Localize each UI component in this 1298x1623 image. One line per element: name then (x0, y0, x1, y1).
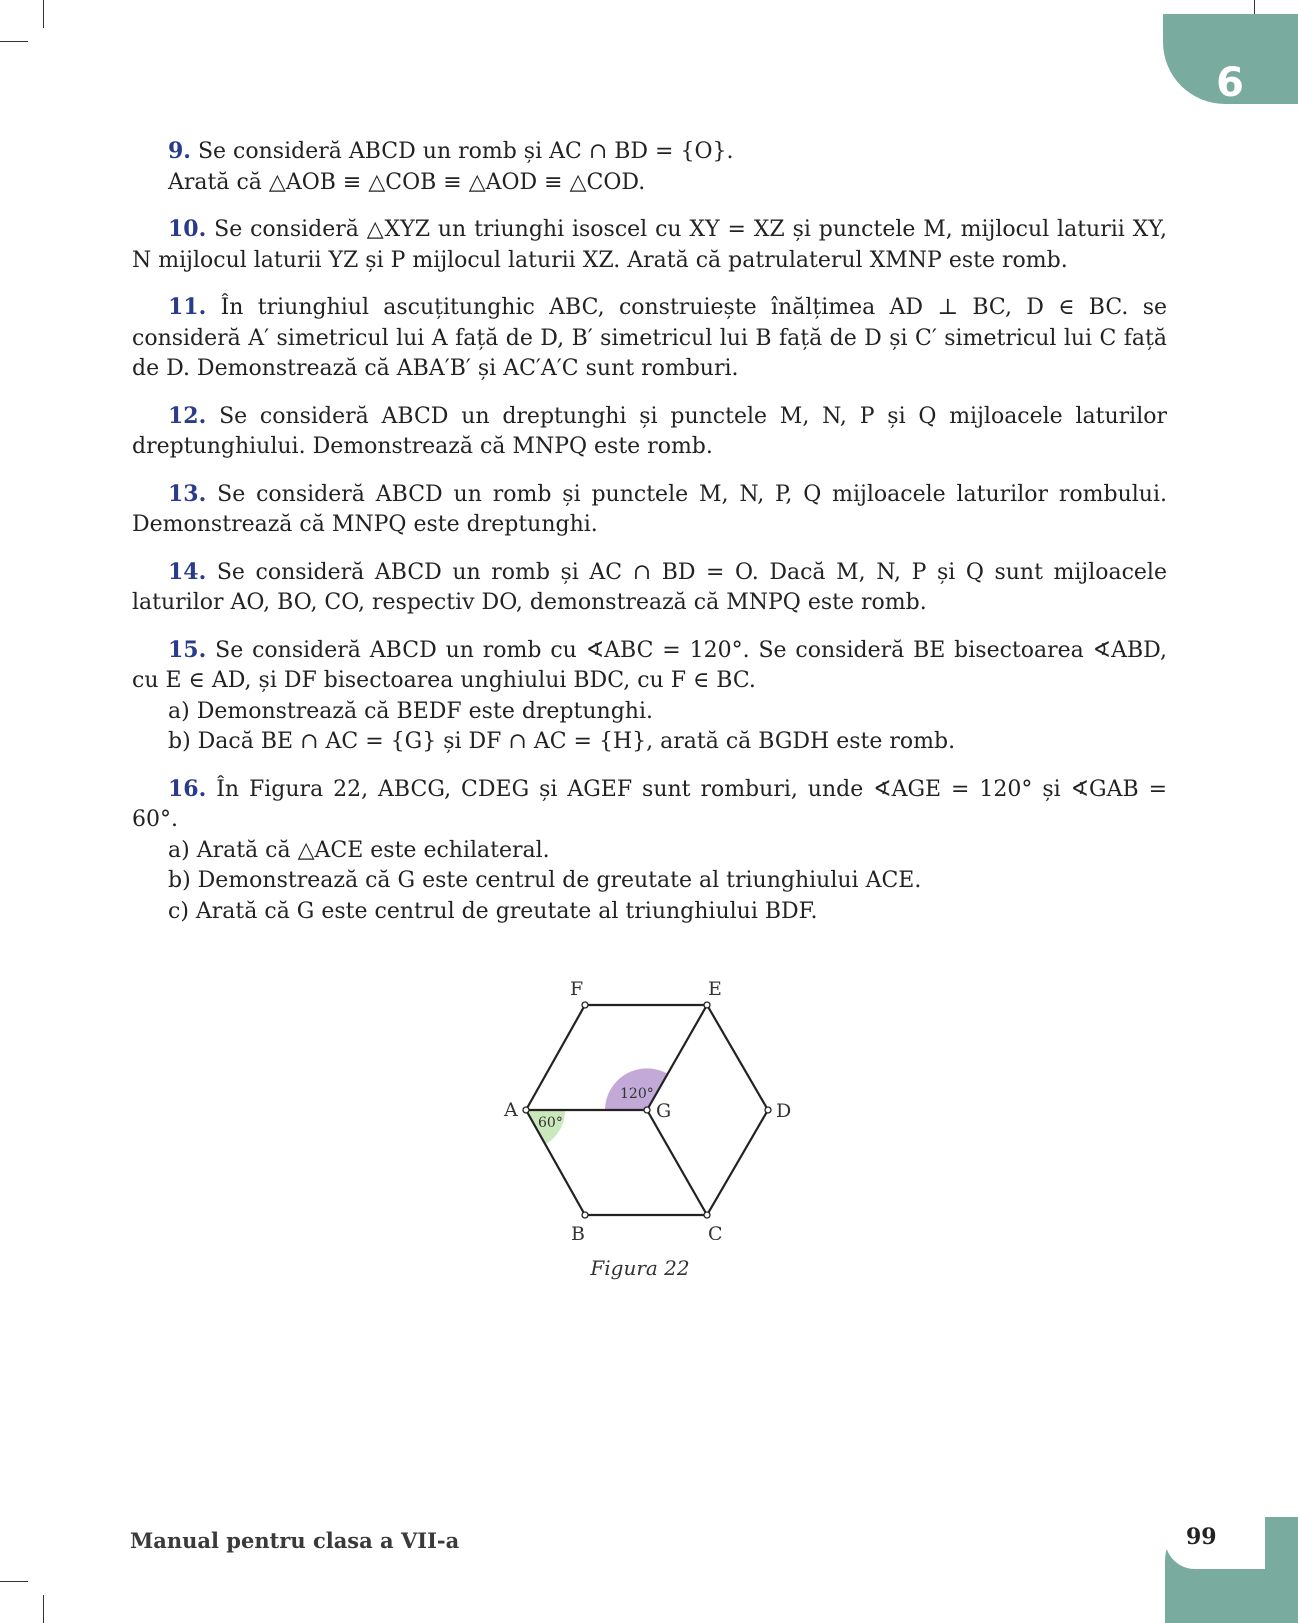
exercise-text: Se consideră ABCD un dreptunghi și punctele M, N, P și Q mijloacele laturilor dreptunghiului. Demonstrează că MNPQ este romb. (132, 403, 1167, 459)
vertex-g (644, 1107, 650, 1113)
exercise-subitem: c) Arată că G este centrul de greutate al triunghiului BDF. (168, 898, 818, 924)
vertex-b (582, 1212, 588, 1218)
exercise-text: Se consideră ABCD un romb cu ∢ABC = 120°. Se consideră BE bisectoarea ∢ABD, cu E ∈ AD, și DF bisectoarea unghiului BDC, cu F ∈ BC. (132, 637, 1167, 693)
crop-mark (43, 0, 44, 28)
exercise-number: 16. (168, 775, 207, 802)
page-number: 99 (1186, 1524, 1217, 1550)
exercise-14 (132, 557, 1167, 619)
exercise-text: În triunghiul ascuțitunghic ABC, construiește înălțimea AD ⊥ BC, D ∈ BC. se consideră A′ simetricul lui A față de D, B′ simetricul lui B față de D și C′ simetricul lui C față de D. Demonstrează că ABA′B′ și AC′A′C sunt romburi. (132, 295, 1167, 381)
vertex-a (523, 1107, 529, 1113)
exercise-subitem: b) Demonstrează că G este centrul de greutate al triunghiului ACE. (168, 868, 922, 893)
hexagon-diagram (490, 970, 810, 1240)
vertex-c (704, 1212, 710, 1218)
label-f: F (570, 978, 584, 1000)
exercise-number: 15. (168, 636, 207, 663)
label-d: D (776, 1100, 792, 1122)
crop-mark (0, 41, 28, 42)
exercise-number: 13. (168, 480, 207, 507)
exercise-list (132, 136, 1167, 943)
label-c: C (708, 1223, 723, 1240)
exercise-number: 10. (168, 216, 207, 242)
figure-22 (490, 970, 810, 1290)
label-a: A (504, 1099, 518, 1121)
angle-120-label: 120° (620, 1086, 654, 1102)
exercise-10 (132, 214, 1167, 276)
segment-gc (647, 1110, 707, 1215)
exercise-text: Arată că △AOB ≡ △COB ≡ △AOD ≡ △COD. (168, 169, 646, 195)
figure-caption: Figura 22 (590, 1256, 690, 1280)
exercise-text: Se consideră △XYZ un triunghi isoscel cu XY = XZ și punctele M, mijlocul laturii XY, N mijlocul laturii YZ și P mijlocul laturii XZ. Arată că patrulaterul XMNP este romb. (132, 217, 1168, 273)
vertex-f (582, 1002, 588, 1008)
exercise-number: 9. (168, 138, 191, 164)
crop-mark (43, 1595, 44, 1623)
exercise-12 (132, 401, 1167, 463)
label-g: G (656, 1100, 672, 1122)
exercise-subitem: b) Dacă BE ∩ AC = {G} și DF ∩ AC = {H}, arată că BGDH este romb. (168, 729, 956, 754)
exercise-number: 12. (168, 402, 207, 429)
exercise-text: În Figura 22, ABCG, CDEG și AGEF sunt romburi, unde ∢AGE = 120° și ∢GAB = 60°. (132, 776, 1167, 832)
vertex-d (765, 1107, 771, 1113)
exercise-16 (132, 774, 1167, 928)
exercise-15 (132, 635, 1167, 758)
exercise-text: Se consideră ABCD un romb și AC ∩ BD = {O}. (197, 139, 734, 164)
footer-title: Manual pentru clasa a VII-a (130, 1528, 460, 1553)
chapter-number: 6 (1216, 60, 1244, 106)
label-e: E (708, 978, 722, 1000)
exercise-text: Se consideră ABCD un romb și AC ∩ BD = O. Dacă M, N, P și Q sunt mijloacele laturilor AO, BO, CO, respectiv DO, demonstrează că MNPQ este romb. (132, 559, 1167, 615)
exercise-subitem: a) Demonstrează că BEDF este dreptunghi. (168, 698, 653, 724)
exercise-9 (132, 136, 1167, 198)
crop-mark (0, 1581, 28, 1582)
segment-ge (647, 1005, 707, 1110)
label-b: B (571, 1223, 585, 1240)
exercise-number: 11. (168, 294, 207, 320)
exercise-13 (132, 479, 1167, 541)
vertex-e (704, 1002, 710, 1008)
exercise-number: 14. (168, 558, 207, 585)
angle-60-label: 60° (538, 1115, 563, 1131)
exercise-text: Se consideră ABCD un romb și punctele M, N, P, Q mijloacele laturilor rombului. Demonstrează că MNPQ este dreptunghi. (132, 481, 1167, 537)
exercise-subitem: a) Arată că △ACE este echilateral. (168, 837, 550, 863)
exercise-11 (132, 292, 1167, 385)
